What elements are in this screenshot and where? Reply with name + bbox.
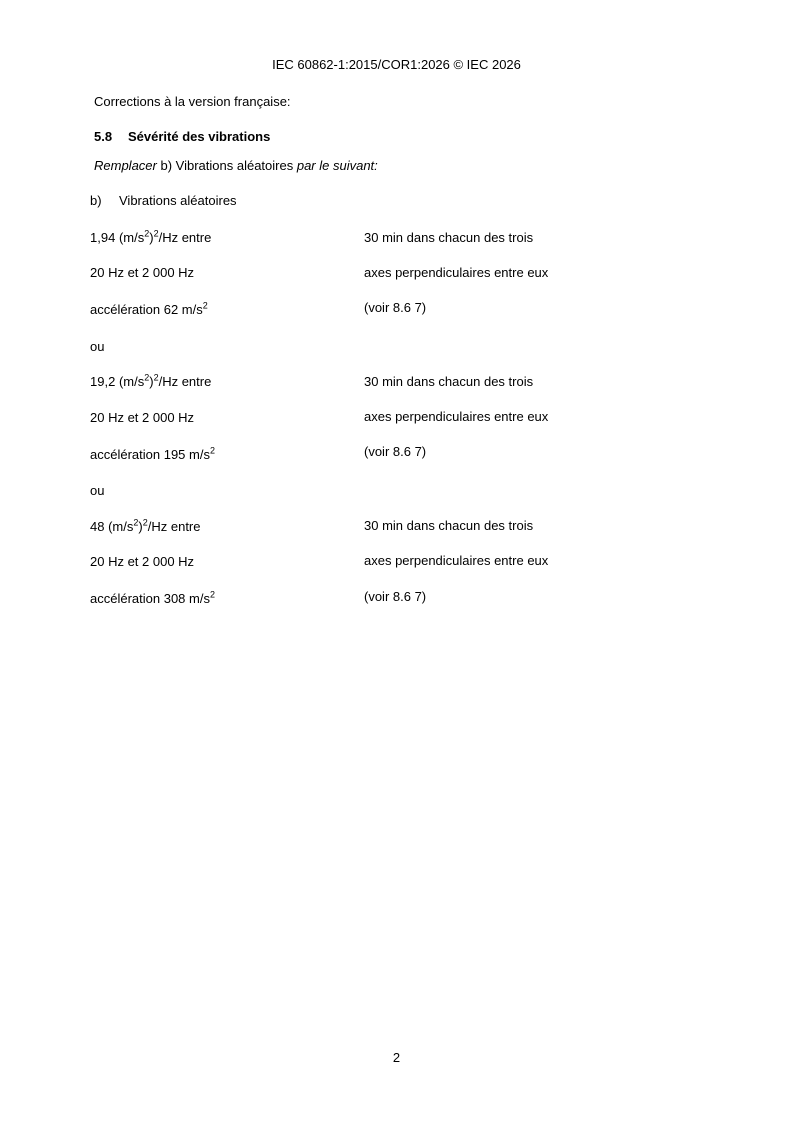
frequency-range: 20 Hz et 2 000 Hz (90, 265, 195, 280)
section-title: Sévérité des vibrations (128, 129, 271, 144)
corrections-title: Corrections à la version française: (94, 94, 291, 109)
acceleration-line: accélération 195 $m/s^2$ (90, 445, 215, 462)
section-number: 5.8 (94, 129, 113, 144)
reference-line: (voir 8.6 7) (364, 300, 427, 315)
density-line: 48 $(m/s^2)^2/Hz$ entre (90, 517, 201, 534)
axes-line: axes perpendiculaires entre eux (364, 553, 549, 568)
density-line: 1,94 $(m/s^2)^2/Hz$ entre (90, 228, 212, 245)
density-line: 19,2 $(m/s^2)^2/Hz$ entre (90, 372, 212, 389)
section-heading (94, 129, 270, 145)
instruction-verb: Remplacer (94, 158, 157, 173)
replacement-instruction (94, 158, 378, 174)
instruction-suffix: par le suivant: (296, 158, 378, 173)
separator-or: ou (90, 339, 105, 354)
page-header: IEC 60862-1:2015/COR1:2026 © IEC 2026 (272, 57, 521, 72)
frequency-range: 20 Hz et 2 000 Hz (90, 554, 195, 569)
acceleration-line: accélération 308 $m/s^2$ (90, 589, 215, 606)
duration-line: 30 min dans chacun des trois (364, 374, 534, 389)
duration-line: 30 min dans chacun des trois (364, 230, 534, 245)
instruction-object: b) Vibrations aléatoires (160, 158, 294, 173)
reference-line: (voir 8.6 7) (364, 444, 427, 459)
item-b-label: Vibrations aléatoires (119, 193, 237, 208)
duration-line: 30 min dans chacun des trois (364, 518, 534, 533)
axes-line: axes perpendiculaires entre eux (364, 265, 549, 280)
page-number: 2 (392, 1050, 401, 1065)
reference-line: (voir 8.6 7) (364, 589, 427, 604)
item-b-letter: b) (90, 193, 102, 208)
separator-or: ou (90, 483, 105, 498)
frequency-range: 20 Hz et 2 000 Hz (90, 410, 195, 425)
item-b-heading (90, 193, 237, 209)
acceleration-line: accélération 62 $m/s^2$ (90, 300, 208, 317)
axes-line: axes perpendiculaires entre eux (364, 409, 549, 424)
